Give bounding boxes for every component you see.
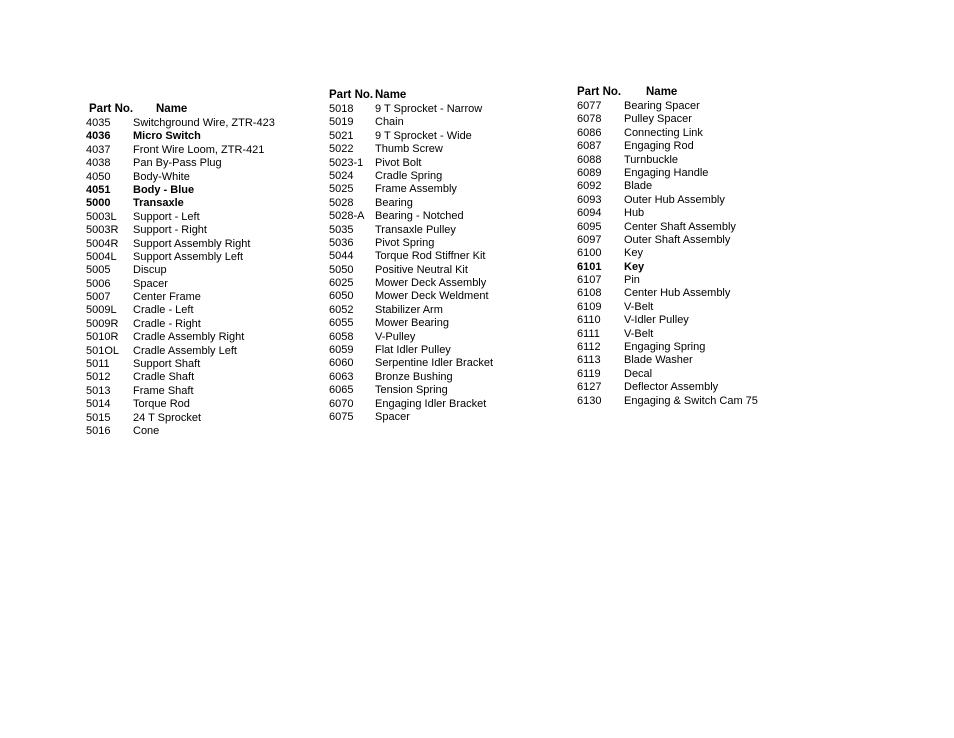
part-name: Support Assembly Right	[133, 237, 251, 250]
part-name: Turnbuckle	[624, 153, 679, 166]
part-name: Cradle Shaft	[133, 371, 195, 384]
part-number: 5028	[329, 196, 354, 209]
part-name: Torque Rod Stiffner Kit	[375, 250, 486, 263]
part-name: Transaxle Pulley	[375, 223, 456, 236]
part-number: 5004R	[86, 237, 119, 250]
part-no-header: Part No.	[89, 103, 134, 115]
part-name: Deflector Assembly	[624, 381, 719, 394]
part-name: Pivot Spring	[375, 236, 435, 249]
part-name: Stabilizer Arm	[375, 303, 443, 316]
part-name: V-Pulley	[375, 330, 416, 343]
part-number: 5003L	[86, 210, 117, 223]
part-number: 4036	[86, 130, 111, 143]
part-name: Support Shaft	[133, 358, 201, 371]
part-name: Center Hub Assembly	[624, 287, 731, 300]
part-number: 6060	[329, 357, 354, 370]
part-number: 5007	[86, 291, 111, 304]
part-number: 5050	[329, 263, 354, 276]
part-number: 5036	[329, 236, 354, 249]
part-no-header: Part No.	[577, 86, 622, 98]
part-number: 5028-A	[329, 210, 365, 223]
part-number: 6127	[577, 381, 602, 394]
part-number: 5005	[86, 264, 111, 277]
part-number: 6094	[577, 207, 602, 220]
part-number: 6050	[329, 290, 354, 303]
part-number: 6078	[577, 113, 602, 126]
part-name: Outer Shaft Assembly	[624, 233, 731, 246]
part-number: 6093	[577, 193, 602, 206]
part-number: 501OL	[86, 344, 120, 357]
part-name: Spacer	[375, 410, 410, 423]
part-number: 6110	[577, 314, 601, 327]
part-name: Center Frame	[133, 291, 201, 304]
part-name: Mower Deck Weldment	[375, 290, 489, 303]
part-number: 6109	[577, 300, 602, 313]
part-name: Key	[624, 260, 645, 273]
part-name: Blade Washer	[624, 354, 693, 367]
part-number: 6063	[329, 370, 354, 383]
part-number: 5009L	[86, 304, 117, 317]
part-name: Support Assembly Left	[133, 250, 244, 263]
part-name: Micro Switch	[133, 130, 201, 143]
part-number: 6052	[329, 303, 354, 316]
part-name: Cradle - Right	[133, 317, 201, 330]
part-number: 6075	[329, 410, 354, 423]
part-number: 6101	[577, 260, 602, 273]
part-number: 6058	[329, 330, 354, 343]
part-name: Engaging Spring	[624, 341, 706, 354]
part-name: Bronze Bushing	[375, 370, 453, 383]
part-name: Frame Shaft	[133, 384, 194, 397]
part-name: Serpentine Idler Bracket	[375, 357, 494, 370]
part-number: 6100	[577, 247, 602, 260]
part-number: 6108	[577, 287, 602, 300]
part-name: Outer Hub Assembly	[624, 193, 725, 206]
part-number: 5010R	[86, 331, 119, 344]
part-number: 6095	[577, 220, 602, 233]
part-number: 6107	[577, 274, 602, 287]
part-name: Cradle Spring	[375, 169, 443, 182]
part-number: 5012	[86, 371, 111, 384]
part-name: Tension Spring	[375, 384, 448, 397]
part-name: Engaging Rod	[624, 140, 694, 153]
part-name: Cone	[133, 424, 160, 437]
part-name: Key	[624, 247, 643, 260]
part-number: 6055	[329, 317, 354, 330]
part-name: Body - Blue	[133, 183, 195, 196]
part-number: 5022	[329, 143, 354, 156]
part-number: 5000	[86, 197, 111, 210]
part-name: V-Idler Pulley	[624, 314, 689, 327]
part-name: 9 T Sprocket - Narrow	[375, 103, 483, 115]
part-number: 6025	[329, 277, 354, 290]
part-name: Body-White	[133, 170, 190, 183]
part-name: Pan By-Pass Plug	[133, 157, 222, 170]
part-number: 6113	[577, 354, 601, 367]
part-number: 5035	[329, 223, 354, 236]
part-name: Torque Rod	[133, 398, 190, 411]
part-number: 6077	[577, 100, 602, 112]
part-number: 5013	[86, 384, 111, 397]
part-number: 6059	[329, 344, 354, 357]
part-name: Engaging Handle	[624, 166, 709, 179]
part-number: 4037	[86, 143, 111, 156]
part-number: 4050	[86, 170, 111, 183]
part-name: Discup	[133, 264, 167, 277]
part-number: 5004L	[86, 250, 117, 263]
part-number: 5021	[329, 129, 354, 142]
part-name: Spacer	[133, 277, 168, 290]
part-number: 5023-1	[329, 156, 364, 169]
part-name: V-Belt	[624, 300, 654, 313]
part-name: Hub	[624, 207, 645, 220]
part-name: Frame Assembly	[375, 183, 457, 196]
part-number: 6086	[577, 126, 602, 139]
part-number: 6097	[577, 233, 602, 246]
part-name: Pin	[624, 274, 640, 287]
part-name: Center Shaft Assembly	[624, 220, 736, 233]
part-number: 6119	[577, 367, 601, 380]
part-number: 5011	[86, 358, 110, 371]
part-number: 5018	[329, 103, 354, 115]
part-number: 4051	[86, 183, 111, 196]
part-name: Decal	[624, 367, 653, 380]
part-name: Bearing	[375, 196, 413, 209]
name-header: Name	[156, 103, 188, 115]
part-name: Cradle Assembly Left	[133, 344, 237, 357]
part-number: 6087	[577, 140, 602, 153]
part-name: Mower Deck Assembly	[375, 277, 487, 290]
part-name: Cradle - Left	[133, 304, 194, 317]
part-number: 5015	[86, 411, 111, 424]
part-name: Support - Right	[133, 224, 207, 237]
part-name: Blade	[624, 180, 653, 193]
part-number: 4038	[86, 157, 111, 170]
part-name: 24 T Sprocket	[133, 411, 202, 424]
part-name: Pivot Bolt	[375, 156, 422, 169]
part-name: Cradle Assembly Right	[133, 331, 245, 344]
part-name: Flat Idler Pulley	[375, 344, 451, 357]
part-number: 5014	[86, 398, 111, 411]
part-name: Bearing Spacer	[624, 100, 700, 112]
part-name: Switchground Wire, ZTR-423	[133, 117, 275, 129]
part-name: Bearing - Notched	[375, 210, 464, 223]
part-number: 5019	[329, 116, 354, 129]
part-number: 6065	[329, 384, 354, 397]
part-name: Mower Bearing	[375, 317, 449, 330]
part-name: Pulley Spacer	[624, 113, 692, 126]
part-number: 6092	[577, 180, 602, 193]
part-number: 6089	[577, 166, 602, 179]
part-number: 5006	[86, 277, 111, 290]
part-name: 9 T Sprocket - Wide	[375, 129, 472, 142]
part-name: Engaging Idler Bracket	[375, 397, 487, 410]
part-name: Engaging & Switch Cam 75	[624, 394, 758, 407]
part-name: Positive Neutral Kit	[375, 263, 468, 276]
part-number: 4035	[86, 117, 111, 129]
part-number: 5009R	[86, 317, 119, 330]
name-header: Name	[375, 89, 407, 101]
part-name: Support - Left	[133, 210, 200, 223]
part-number: 5016	[86, 424, 111, 437]
part-number: 5024	[329, 169, 354, 182]
part-number: 6111	[577, 327, 600, 340]
part-number: 5003R	[86, 224, 119, 237]
part-number: 5044	[329, 250, 354, 263]
part-number: 6112	[577, 341, 601, 354]
name-header: Name	[646, 86, 678, 98]
part-name: Front Wire Loom, ZTR-421	[133, 143, 265, 156]
part-no-header: Part No.	[329, 89, 374, 101]
part-number: 6070	[329, 397, 354, 410]
part-name: Chain	[375, 116, 404, 129]
part-name: Connecting Link	[624, 126, 703, 139]
part-number: 6088	[577, 153, 602, 166]
part-name: Transaxle	[133, 197, 184, 210]
part-name: Thumb Screw	[375, 143, 443, 156]
part-number: 6130	[577, 394, 602, 407]
part-number: 5025	[329, 183, 354, 196]
part-name: V-Belt	[624, 327, 654, 340]
